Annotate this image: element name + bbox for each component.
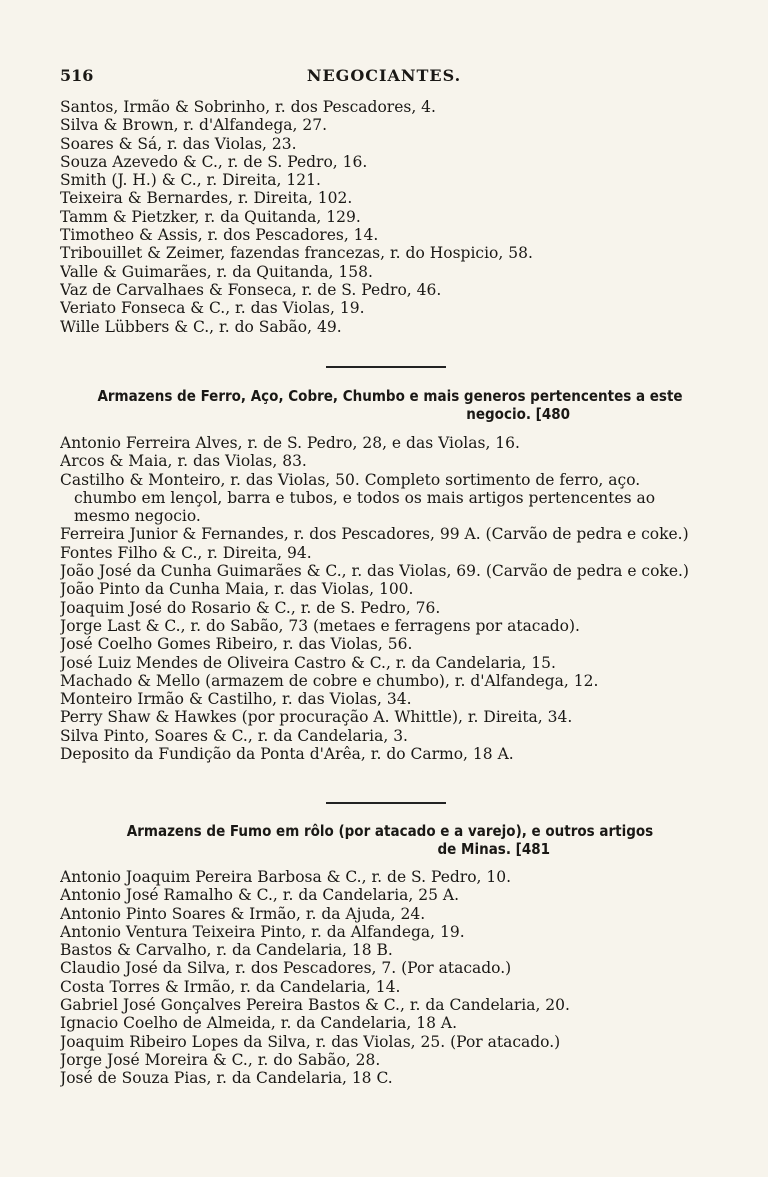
list-item: Joaquim José do Rosario & C., r. de S. Pedro, 76.: [60, 598, 441, 617]
list-item: Gabriel José Gonçalves Pereira Bastos & C., r. da Candelaria, 20.: [60, 996, 570, 1015]
section-heading-tobacco: [60, 822, 720, 858]
list-item: Timotheo & Assis, r. dos Pescadores, 14.: [60, 226, 379, 245]
list-item: Deposito da Fundição da Ponta d'Arêa, r. do Carmo, 18 A.: [60, 745, 514, 764]
list-item: Castilho & Monteiro, r. das Violas, 50. Completo sortimento de ferro, aço.: [60, 470, 641, 489]
list-item: Monteiro Irmão & Castilho, r. das Violas, 34.: [60, 690, 412, 709]
list-item: Antonio José Ramalho & C., r. da Candelaria, 25 A.: [60, 886, 460, 905]
list-item: Antonio Pinto Soares & Irmão, r. da Ajuda, 24.: [60, 904, 426, 923]
heading-line: negocio. [480: [466, 405, 570, 423]
list-item: Smith (J. H.) & C., r. Direita, 121.: [60, 171, 321, 190]
list-item: Santos, Irmão & Sobrinho, r. dos Pescadores, 4.: [60, 98, 436, 116]
list-item: Antonio Ferreira Alves, r. de S. Pedro, 28, e das Violas, 16.: [60, 434, 520, 452]
heading-line: de Minas. [481: [437, 840, 550, 858]
page-header: [0, 66, 768, 90]
list-item: Jorge Last & C., r. do Sabão, 73 (metaes e ferragens por atacado).: [60, 616, 580, 635]
list-item: Vaz de Carvalhaes & Fonseca, r. de S. Pedro, 46.: [60, 280, 442, 299]
section-merchants-list: [60, 98, 720, 336]
list-item: Tribouillet & Zeimer, fazendas francezas, r. do Hospicio, 58.: [60, 244, 533, 263]
heading-line: Armazens de Fumo em rôlo (por atacado e a varejo), e outros artigos: [126, 822, 654, 840]
list-item: Valle & Guimarães, r. da Quitanda, 158.: [60, 262, 373, 281]
list-item: Jorge José Moreira & C., r. do Sabão, 28.: [60, 1050, 381, 1069]
list-item: Silva Pinto, Soares & C., r. da Candelaria, 3.: [60, 726, 408, 745]
list-item: Ignacio Coelho de Almeida, r. da Candelaria, 18 A.: [60, 1014, 458, 1033]
list-item: Costa Torres & Irmão, r. da Candelaria, 14.: [60, 977, 401, 996]
list-item: Machado & Mello (armazem de cobre e chumbo), r. d'Alfandega, 12.: [60, 671, 599, 690]
section-divider: [326, 366, 446, 368]
list-item: Silva & Brown, r. d'Alfandega, 27.: [60, 116, 328, 135]
list-item: Joaquim Ribeiro Lopes da Silva, r. das Violas, 25. (Por atacado.): [60, 1032, 561, 1051]
list-item: José de Souza Pias, r. da Candelaria, 18 C.: [60, 1069, 393, 1088]
list-item: Arcos & Maia, r. das Violas, 83.: [60, 452, 307, 471]
list-item: Souza Azevedo & C., r. de S. Pedro, 16.: [60, 152, 368, 171]
list-item: José Luiz Mendes de Oliveira Castro & C., r. da Candelaria, 15.: [60, 653, 556, 672]
list-item: Claudio José da Silva, r. dos Pescadores, 7. (Por atacado.): [60, 959, 512, 978]
heading-line: Armazens de Ferro, Aço, Cobre, Chumbo e mais generos pertencentes a este: [97, 387, 683, 405]
section-heading-iron: [60, 387, 720, 423]
list-item: Teixeira & Bernardes, r. Direita, 102.: [60, 189, 353, 208]
list-item-continuation: chumbo em lençol, barra e tubos, e todos os mais artigos pertencentes ao: [74, 488, 656, 507]
section-iron-list: [60, 434, 720, 763]
list-item: Fontes Filho & C., r. Direita, 94.: [60, 543, 312, 562]
running-title: NEGOCIANTES.: [306, 66, 462, 85]
list-item: Perry Shaw & Hawkes (por procuração A. Whittle), r. Direita, 34.: [60, 708, 573, 727]
page-number: 516: [60, 66, 94, 85]
list-item: Wille Lübbers & C., r. do Sabão, 49.: [60, 317, 342, 336]
list-item: Antonio Ventura Teixeira Pinto, r. da Alfandega, 19.: [60, 922, 465, 941]
section-divider: [326, 802, 446, 804]
section-tobacco-list: [60, 868, 720, 1088]
list-item: João José da Cunha Guimarães & C., r. das Violas, 69. (Carvão de pedra e coke.): [60, 562, 689, 581]
list-item: Bastos & Carvalho, r. da Candelaria, 18 B.: [60, 941, 393, 960]
list-item: Ferreira Junior & Fernandes, r. dos Pescadores, 99 A. (Carvão de pedra e coke.): [60, 525, 689, 544]
list-item: Soares & Sá, r. das Violas, 23.: [60, 134, 297, 153]
list-item: Tamm & Pietzker, r. da Quitanda, 129.: [60, 207, 361, 226]
list-item: João Pinto da Cunha Maia, r. das Violas, 100.: [60, 580, 414, 599]
list-item: José Coelho Gomes Ribeiro, r. das Violas, 56.: [60, 635, 413, 654]
list-item: Veriato Fonseca & C., r. das Violas, 19.: [60, 299, 365, 318]
list-item: Antonio Joaquim Pereira Barbosa & C., r. de S. Pedro, 10.: [60, 868, 512, 886]
list-item-continuation: mesmo negocio.: [74, 507, 201, 526]
